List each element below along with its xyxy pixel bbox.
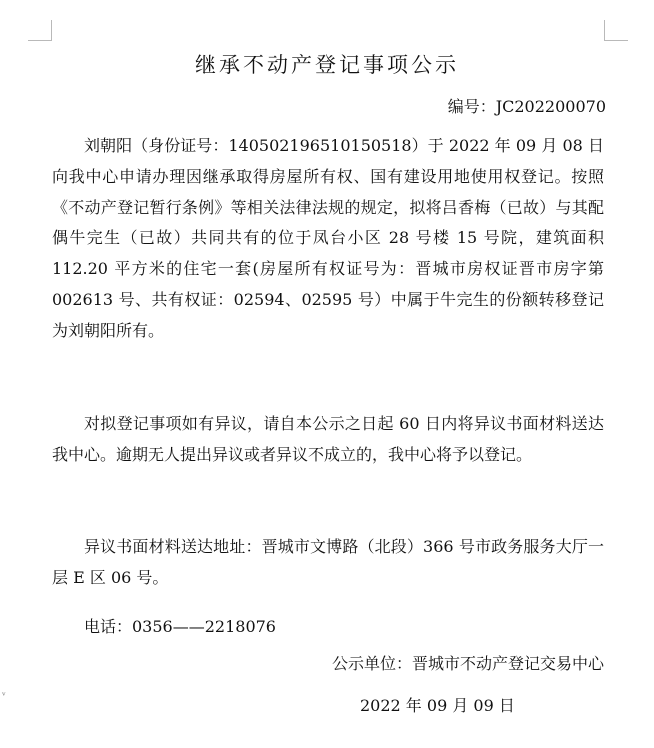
page-corner-mark-top-right	[604, 20, 628, 41]
document-title: 继承不动产登记事项公示	[195, 53, 459, 77]
page-corner-mark-top-left	[28, 20, 52, 41]
publisher-line: 公示单位：晋城市不动产登记交易中心	[331, 654, 604, 673]
paragraph-phone: 电话：0356——2218076	[84, 617, 276, 636]
paragraph-mark-icon: ᵛ	[2, 691, 6, 702]
publish-date: 2022 年 09 月 09 日	[360, 696, 515, 715]
paragraph-objection-address: 异议书面材料送达地址：晋城市文博路（北段）366 号市政务服务大厅一层 E 区 06 号。	[52, 537, 604, 587]
paragraph-application: 刘朝阳（身份证号：140502196510150518）于 2022 年 09 月 08 日向我中心申请办理因继承取得房屋所有权、国有建设用地使用权登记。按照《不动产登记暂行条例》等相关法律法规的规定，拟将吕香梅（已故）与其配偶牛完生（已故）共同共有的位于凤台小区 28 号楼 15 号院，建筑面积 112.20 平方米的住宅一套(房屋所有权证号为：晋城市房权证晋市房字第 002613 号、共有权证：02594、02595 号）中属于牛完生的份额转移登记为刘朝阳所有。	[52, 136, 604, 340]
document-number: 编号：JC202200070	[447, 97, 606, 116]
paragraph-objection-notice: 对拟登记事项如有异议，请自本公示之日起 60 日内将异议书面材料送达我中心。逾期无人提出异议或者异议不成立的，我中心将予以登记。	[52, 414, 604, 464]
